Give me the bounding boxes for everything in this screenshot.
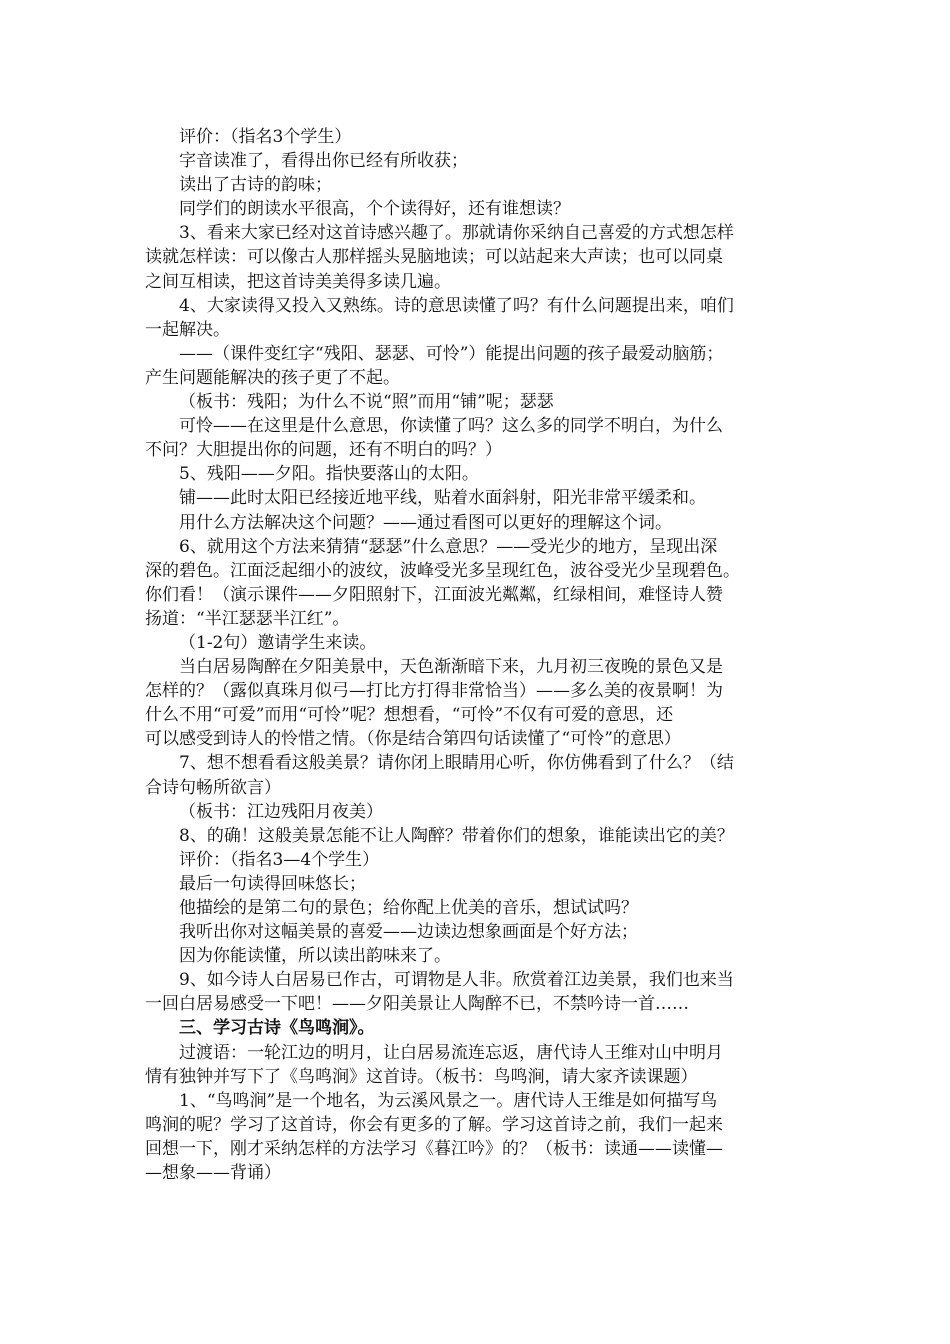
- text-line: 1、“鸟鸣涧”是一个地名，为云溪风景之一。唐代诗人王维是如何描写鸟: [179, 1090, 718, 1111]
- text-line: ——（课件变红字“残阳、瑟瑟、可怜”）能提出问题的孩子最爱动脑筋；: [179, 343, 724, 364]
- text-line: 读就怎样读：可以像古人那样摇头晃脑地读；可以站起来大声读；也可以同桌: [145, 247, 723, 268]
- text-line: 评价：（指名3个学生）: [179, 127, 352, 147]
- text-line: 读出了古诗的韵味；: [179, 175, 332, 196]
- text-line: （1-2句）邀请学生来读。: [179, 632, 377, 653]
- text-line: （板书：江边残阳月夜美）: [179, 801, 383, 822]
- text-line: 一起解决。: [145, 319, 230, 340]
- text-line: 4、大家读得又投入又熟练。诗的意思读懂了吗？有什么问题提出来，咱们: [179, 295, 734, 316]
- text-line: 深的碧色。江面泛起细小的波纹，波峰受光多呈现红色，波谷受光少呈现碧色。: [145, 560, 740, 581]
- section-heading: 三、学习古诗《鸟鸣涧》。: [179, 1018, 375, 1039]
- text-line: 用什么方法解决这个问题？——通过看图可以更好的理解这个词。: [179, 512, 672, 533]
- text-line: 回想一下，刚才采纳怎样的方法学习《暮江吟》的？（板书：读通——读懂—: [145, 1138, 723, 1159]
- text-line: 合诗句畅所欲言）: [145, 777, 281, 798]
- text-line: 一回白居易感受一下吧！——夕阳美景让人陶醉不已，不禁吟诗一首……: [145, 994, 689, 1015]
- text-line: 之间互相读，把这首诗美美得多读几遍。: [145, 271, 451, 292]
- text-line: 过渡语：一轮江边的明月，让白居易流连忘返，唐代诗人王维对山中明月: [179, 1042, 723, 1063]
- text-line: 字音读准了，看得出你已经有所收获；: [179, 151, 468, 172]
- text-line: 可以感受到诗人的怜惜之情。（你是结合第四句话读懂了“可怜”的意思）: [145, 729, 681, 750]
- text-line: 评价：（指名3—4个学生）: [179, 849, 380, 870]
- text-line: 8、的确！这般美景怎能不让人陶醉？带着你们的想象，谁能读出它的美？: [179, 825, 734, 846]
- text-line: 你们看！（演示课件——夕阳照射下，江面波光粼粼，红绿相间，难怪诗人赞: [145, 584, 723, 605]
- text-line: 3、看来大家已经对这首诗感兴趣了。那就请你采纳自己喜爱的方式想怎样: [179, 223, 734, 244]
- text-line: 怎样的？（露似真珠月似弓—打比方打得非常恰当）——多么美的夜景啊！为: [145, 681, 723, 702]
- text-line: 可怜——在这里是什么意思，你读懂了吗？这么多的同学不明白，为什么: [179, 416, 723, 437]
- text-line: （板书：残阳；为什么不说“照”而用“铺”呢；瑟瑟: [179, 392, 554, 413]
- text-line: 当白居易陶醉在夕阳美景中，天色渐渐暗下来，九月初三夜晚的景色又是: [179, 657, 723, 678]
- document-body: [145, 125, 805, 1185]
- text-line: 因为你能读懂，所以读出韵味来了。: [179, 946, 451, 967]
- text-line: 铺——此时太阳已经接近地平线，贴着水面斜射，阳光非常平缓柔和。: [179, 488, 706, 509]
- text-line: 我听出你对这幅美景的喜爱——边读边想象画面是个好方法；: [179, 922, 638, 943]
- text-line: 什么不用“可爱”而用“可怜”呢？想想看，“可怜”不仅有可爱的意思，还: [145, 705, 674, 726]
- text-line: 同学们的朗读水平很高，个个读得好，还有谁想读？: [179, 199, 570, 220]
- text-line: 最后一句读得回味悠长；: [179, 873, 366, 894]
- text-line: 扬道：“半江瑟瑟半江红”。: [145, 608, 350, 629]
- text-line: 5、残阳——夕阳。指快要落山的太阳。: [179, 464, 479, 485]
- text-line: —想象——背诵）: [145, 1163, 281, 1184]
- text-line: 不问？大胆提出你的问题，还有不明白的吗？）: [145, 440, 502, 461]
- text-line: 情有独钟并写下了《鸟鸣涧》这首诗。（板书：鸟鸣涧，请大家齐读课题）: [145, 1066, 698, 1087]
- text-line: 他描绘的是第二句的景色；给你配上优美的音乐，想试试吗？: [179, 898, 638, 918]
- text-line: 6、就用这个方法来猜猜“瑟瑟”什么意思？——受光少的地方，呈现出深: [179, 536, 718, 557]
- text-line: 7、想不想看看这般美景？请你闭上眼睛用心听，你仿佛看到了什么？（结: [179, 753, 734, 774]
- text-line: 产生问题能解决的孩子更了不起。: [145, 367, 400, 388]
- text-line: 鸣涧的呢？学习了这首诗，你会有更多的了解。学习这首诗之前，我们一起来: [145, 1114, 723, 1135]
- text-line: 9、如今诗人白居易已作古，可谓物是人非。欣赏着江边美景，我们也来当: [179, 970, 734, 991]
